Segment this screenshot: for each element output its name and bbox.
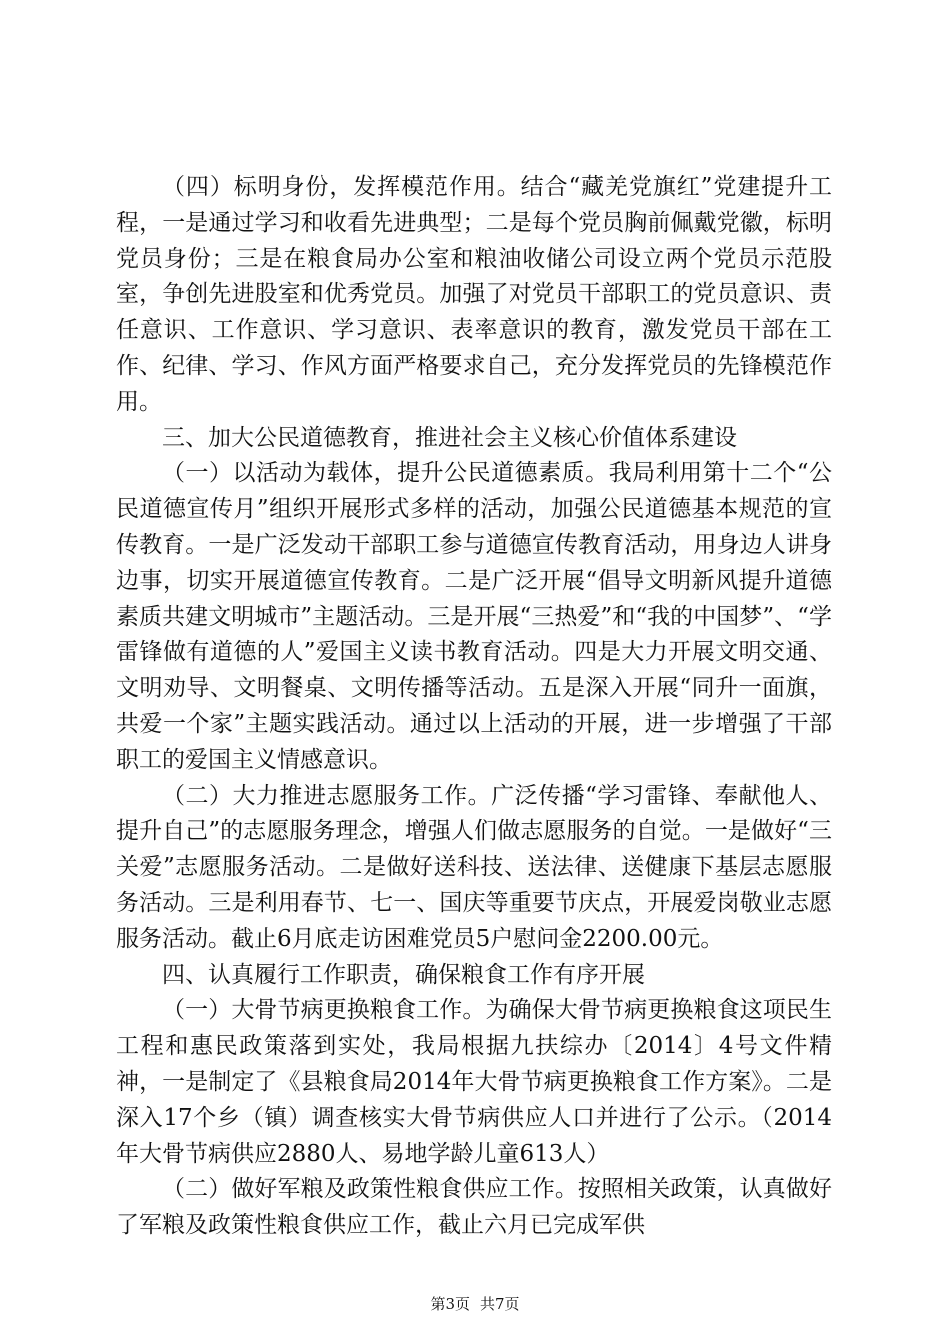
paragraph-grain-replacement: （一）大骨节病更换粮食工作。为确保大骨节病更换粮食这项民生工程和惠民政策落到实处，我局根据九扶综办〔2014〕4号文件精神，一是制定了《县粮食局2014年大骨节病更换粮食工作方案》。二是深入17个乡（镇）调查核实大骨节病供应人口并进行了公示。（2014年大骨节病供应2880人、易地学龄儿童613人）: [116, 997, 832, 1167]
paragraph-volunteer-service: （二）大力推进志愿服务工作。广泛传播“学习雷锋、奉献他人、提升自己”的志愿服务理念，增强人们做志愿服务的自觉。一是做好“三关爱”志愿服务活动。二是做好送科技、送法律、送健康下基层志愿服务活动。三是利用春节、七一、国庆等重要节庆点，开展爱岗敬业志愿服务活动。截止6月底走访困难党员5户慰问金2200.00元。: [116, 782, 832, 952]
paragraph-party-identity: （四）标明身份，发挥模范作用。结合“藏羌党旗红”党建提升工程，一是通过学习和收看先进典型；二是每个党员胸前佩戴党徽，标明党员身份；三是在粮食局办公室和粮油收储公司设立两个党员示范股室，争创先进股室和优秀党员。加强了对党员干部职工的党员意识、责任意识、工作意识、学习意识、表率意识的教育，激发党员干部在工作、纪律、学习、作风方面严格要求自己，充分发挥党员的先锋模范作用。: [116, 174, 832, 415]
heading-section-3: 三、加大公民道德教育，推进社会主义核心价值体系建设: [162, 424, 737, 451]
paragraph-military-grain: （二）做好军粮及政策性粮食供应工作。按照相关政策，认真做好了军粮及政策性粮食供应工作，截止六月已完成军供: [116, 1176, 832, 1239]
document-body: [116, 170, 832, 1244]
page-footer: [0, 1293, 950, 1314]
page-total: 共7页: [480, 1295, 520, 1313]
page-number: 第3页: [430, 1295, 470, 1313]
heading-section-4: 四、认真履行工作职责，确保粮食工作有序开展: [162, 961, 645, 988]
paragraph-moral-activities: （一）以活动为载体，提升公民道德素质。我局利用第十二个“公民道德宣传月”组织开展形式多样的活动，加强公民道德基本规范的宣传教育。一是广泛发动干部职工参与道德宣传教育活动，用身边人讲身边事，切实开展道德宣传教育。二是广泛开展“倡导文明新风提升道德素质共建文明城市”主题活动。三是开展“三热爱”和“我的中国梦”、“学雷锋做有道德的人”爱国主义读书教育活动。四是大力开展文明交通、文明劝导、文明餐桌、文明传播等活动。五是深入开展“同升一面旗，共爱一个家”主题实践活动。通过以上活动的开展，进一步增强了干部职工的爱国主义情感意识。: [116, 460, 832, 773]
